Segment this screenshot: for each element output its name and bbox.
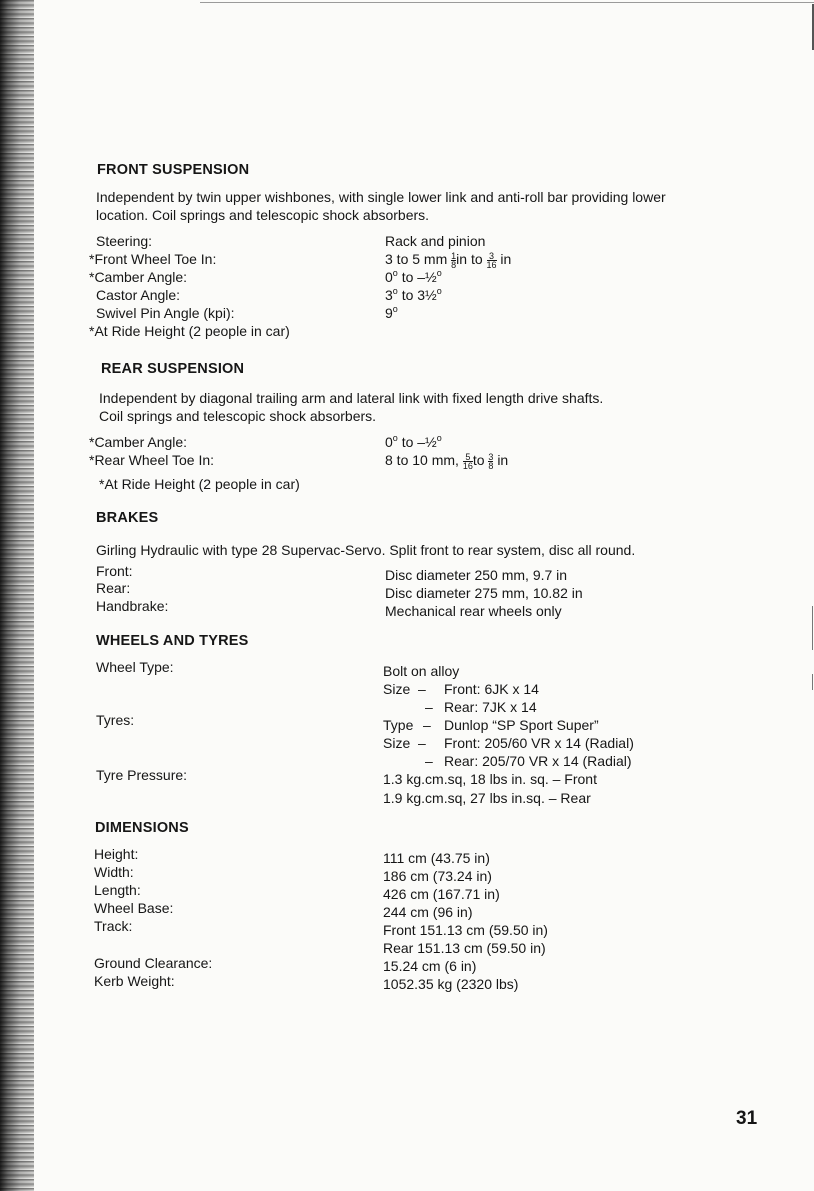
degree-symbol: o (392, 286, 398, 296)
fraction-denominator: 16 (462, 460, 473, 471)
fraction-numerator: 3 (487, 252, 497, 261)
page-top-rule (200, 2, 814, 3)
value-part: 3 to 5 mm (385, 251, 448, 267)
castor-angle-value (385, 287, 442, 303)
wheel-size-rear: Rear: 7JK x 14 (444, 699, 537, 715)
degree-symbol: o (436, 433, 442, 443)
length-label: Length: (94, 882, 141, 898)
fraction (488, 453, 493, 470)
steering-value: Rack and pinion (385, 233, 486, 249)
front-toe-in-label: *Front Wheel Toe In: (89, 251, 217, 267)
castor-angle-label: Castor Angle: (96, 287, 181, 303)
value-part: 0 (385, 434, 393, 450)
brakes-rear-label: Rear: (96, 580, 131, 596)
rear-camber-label: *Camber Angle: (89, 434, 188, 450)
tyres-label: Tyres: (96, 712, 135, 728)
front-camber-value (385, 269, 442, 285)
ground-clearance-value: 15.24 cm (6 in) (383, 958, 477, 974)
degree-symbol: o (436, 286, 442, 296)
value-part: to 3½ (401, 287, 437, 303)
rear-toe-in-value (385, 452, 508, 470)
kerb-weight-label: Kerb Weight: (94, 973, 175, 989)
value-part: in (497, 452, 509, 468)
wheel-base-label: Wheel Base: (94, 900, 174, 916)
wheel-type-value: Bolt on alloy (383, 663, 460, 679)
brakes-heading: BRAKES (96, 510, 159, 526)
fraction-numerator: 3 (488, 451, 494, 462)
wheel-base-value: 244 cm (96 in) (383, 904, 473, 920)
swivel-pin-angle-label: Swivel Pin Angle (kpi): (96, 305, 235, 321)
value-part: 9 (385, 305, 393, 321)
value-part: 8 to 10 mm, (385, 452, 459, 468)
front-toe-in-value (385, 251, 511, 269)
page-number: 31 (736, 1108, 758, 1129)
fraction-numerator: 1 (451, 250, 457, 261)
tyre-type-label: Type (383, 717, 414, 733)
fraction (487, 252, 497, 269)
ground-clearance-label: Ground Clearance: (94, 955, 213, 971)
dimensions-heading: DIMENSIONS (95, 820, 189, 836)
handbrake-value: Mechanical rear wheels only (385, 603, 562, 619)
front-camber-label: *Camber Angle: (89, 269, 188, 285)
dash: – (418, 681, 426, 697)
fraction-denominator: 16 (486, 259, 497, 270)
tyre-pressure-label: Tyre Pressure: (96, 767, 188, 783)
dash: – (423, 717, 431, 733)
fraction-numerator: 5 (463, 453, 473, 462)
fraction-denominator: 8 (488, 460, 494, 471)
degree-symbol: o (392, 268, 398, 278)
width-value: 186 cm (73.24 in) (383, 868, 492, 884)
scan-edge-shadow (0, 0, 34, 1191)
track-label: Track: (94, 918, 133, 934)
rear-camber-value (385, 434, 442, 450)
tyre-pressure-rear: 1.9 kg.cm.sq, 27 lbs in.sq. – Rear (383, 790, 591, 806)
degree-symbol: o (436, 268, 442, 278)
wheels-tyres-heading: WHEELS AND TYRES (96, 633, 249, 649)
dash: – (425, 699, 433, 715)
steering-label: Steering: (96, 233, 153, 249)
edge-mark (812, 606, 813, 650)
wheel-type-label: Wheel Type: (96, 659, 174, 675)
swivel-pin-angle-value (385, 305, 398, 321)
tyre-pressure-front: 1.3 kg.cm.sq, 18 lbs in. sq. – Front (383, 771, 597, 787)
description-line: Independent by twin upper wishbones, with single lower link and anti-roll bar providing lower (96, 189, 666, 205)
rear-suspension-description (99, 389, 779, 425)
tyre-type-value: Dunlop “SP Sport Super” (444, 717, 599, 733)
description-line: Independent by diagonal trailing arm and lateral link with fixed length drive shafts. (99, 390, 604, 406)
dash: – (425, 753, 433, 769)
wheel-size-front: Front: 6JK x 14 (444, 681, 539, 697)
width-label: Width: (94, 864, 134, 880)
track-rear-value: Rear 151.13 cm (59.50 in) (383, 940, 546, 956)
fraction (463, 453, 473, 470)
tyre-size-rear: Rear: 205/70 VR x 14 (Radial) (444, 753, 632, 769)
brakes-front-value: Disc diameter 250 mm, 9.7 in (385, 567, 568, 583)
handbrake-label: Handbrake: (96, 598, 169, 614)
wheel-size-label: Size (383, 681, 411, 697)
value-part: in (500, 251, 512, 267)
description-line: Coil springs and telescopic shock absorbers. (99, 408, 377, 424)
value-part: to –½ (401, 434, 437, 450)
front-suspension-description (96, 188, 776, 224)
brakes-front-label: Front: (96, 563, 133, 579)
tyre-size-front: Front: 205/60 VR x 14 (Radial) (444, 735, 634, 751)
track-front-value: Front 151.13 cm (59.50 in) (383, 922, 548, 938)
front-suspension-footnote: *At Ride Height (2 people in car) (89, 323, 290, 339)
degree-symbol: o (392, 433, 398, 443)
value-part: to (472, 452, 485, 468)
degree-symbol: o (392, 304, 398, 314)
kerb-weight-value: 1052.35 kg (2320 lbs) (383, 976, 519, 992)
value-part: in to (456, 251, 483, 267)
edge-mark (812, 674, 813, 690)
value-part: to –½ (401, 269, 437, 285)
description-line: location. Coil springs and telescopic shock absorbers. (96, 207, 430, 223)
rear-suspension-heading: REAR SUSPENSION (101, 361, 245, 377)
value-part: 3 (385, 287, 393, 303)
length-value: 426 cm (167.71 in) (383, 886, 500, 902)
brakes-rear-value: Disc diameter 275 mm, 10.82 in (385, 585, 583, 601)
tyre-size-label: Size (383, 735, 411, 751)
height-value: 111 cm (43.75 in) (383, 850, 490, 866)
rear-suspension-footnote: *At Ride Height (2 people in car) (99, 476, 300, 492)
value-part: 0 (385, 269, 393, 285)
brakes-description: Girling Hydraulic with type 28 Supervac-Servo. Split front to rear system, disc all round. (96, 542, 636, 558)
dash: – (418, 735, 426, 751)
height-label: Height: (94, 846, 139, 862)
rear-toe-in-label: *Rear Wheel Toe In: (89, 452, 215, 468)
front-suspension-heading: FRONT SUSPENSION (97, 162, 250, 178)
fraction-denominator: 8 (451, 259, 457, 270)
